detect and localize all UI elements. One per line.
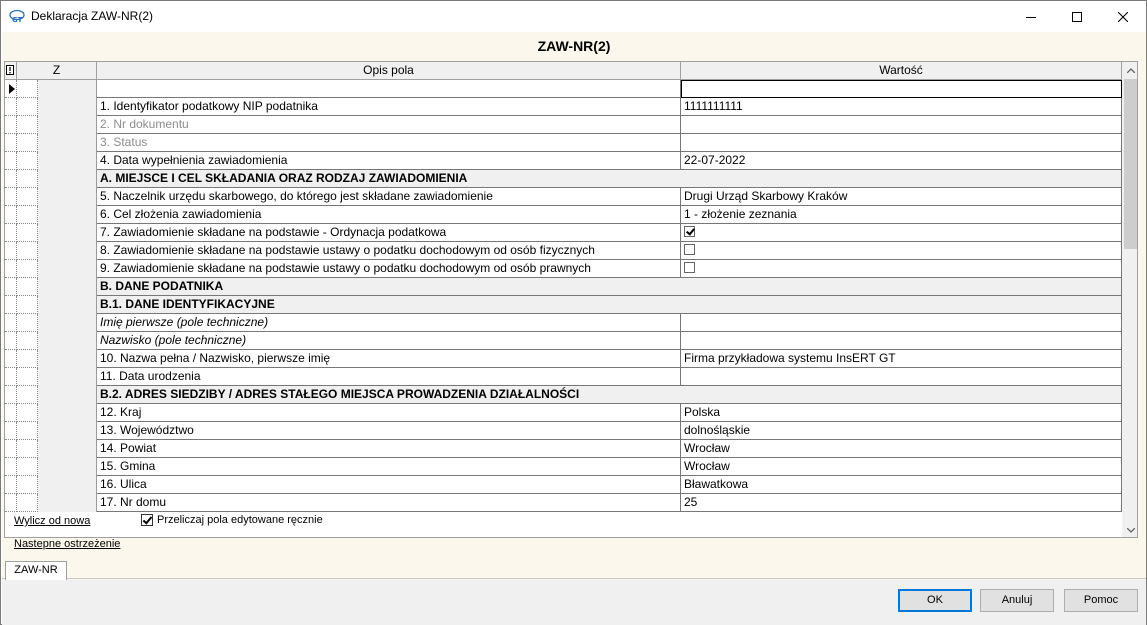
row-z-cell[interactable] (17, 116, 38, 134)
table-row[interactable] (5, 98, 1122, 116)
row-gray-cell (38, 350, 97, 368)
field-description: Imię pierwsze (pole techniczne) (97, 314, 681, 332)
field-value[interactable]: Firma przykładowa systemu InsERT GT (681, 350, 1122, 368)
row-z-cell[interactable] (17, 224, 38, 242)
row-gray-cell (38, 332, 97, 350)
row-gray-cell (38, 188, 97, 206)
table-row[interactable] (5, 476, 1122, 494)
recalc-manual-checkbox[interactable] (141, 514, 153, 526)
row-z-cell[interactable] (17, 278, 38, 296)
cancel-button[interactable]: Anuluj (980, 589, 1054, 612)
field-value[interactable]: Drugi Urząd Skarbowy Kraków (681, 188, 1122, 206)
next-warning-link[interactable]: Nastepne ostrzeżenie (14, 538, 121, 550)
row-gray-cell (38, 152, 97, 170)
close-button[interactable] (1100, 1, 1146, 32)
maximize-button[interactable] (1054, 1, 1100, 32)
field-description: 7. Zawiadomienie składane na podstawie - Ordynacja podatkowa (97, 224, 681, 242)
row-indicator[interactable] (5, 170, 17, 188)
table-row[interactable] (5, 188, 1122, 206)
row-indicator[interactable] (5, 368, 17, 386)
row-gray-cell (38, 278, 97, 296)
vertical-scrollbar[interactable] (1122, 62, 1138, 538)
field-description: 13. Województwo (97, 422, 681, 440)
table-row[interactable] (5, 152, 1122, 170)
field-description: 12. Kraj (97, 404, 681, 422)
section-title: B. DANE PODATNIKA (97, 278, 1122, 296)
row-gray-cell (38, 206, 97, 224)
row-z-cell[interactable] (17, 422, 38, 440)
field-value[interactable]: Wrocław (681, 458, 1122, 476)
row-z-cell[interactable] (17, 242, 38, 260)
grid-header-value[interactable]: Wartość (681, 62, 1122, 80)
table-row[interactable] (5, 224, 1122, 242)
row-indicator[interactable] (5, 224, 17, 242)
field-value[interactable]: 1111111111 (681, 98, 1122, 116)
row-indicator[interactable] (5, 440, 17, 458)
row-value-cell[interactable] (681, 80, 1122, 98)
field-description: 8. Zawiadomienie składane na podstawie ustawy o podatku dochodowym od osób fizycznych (97, 242, 681, 260)
table-row[interactable] (5, 134, 1122, 152)
field-description: 15. Gmina (97, 458, 681, 476)
row-gray-cell (38, 260, 97, 278)
row-indicator[interactable] (5, 152, 17, 170)
field-checkbox[interactable] (684, 244, 695, 255)
table-row[interactable] (5, 422, 1122, 440)
app-logo-icon (9, 9, 25, 23)
field-value[interactable] (681, 314, 1122, 332)
grid-header-flag[interactable] (5, 62, 17, 80)
svg-text:GT: GT (12, 16, 23, 23)
row-z-cell[interactable] (17, 368, 38, 386)
table-row[interactable] (5, 206, 1122, 224)
row-z-cell[interactable] (17, 152, 38, 170)
tab-zaw-nr[interactable]: ZAW-NR (5, 561, 67, 580)
row-gray-cell (38, 170, 97, 188)
field-description: 14. Powiat (97, 440, 681, 458)
recalculate-link[interactable]: Wylicz od nowa (14, 515, 91, 527)
title-bar[interactable] (1, 1, 1146, 32)
row-z-cell[interactable] (17, 494, 38, 512)
field-value[interactable] (681, 134, 1122, 152)
row-gray-cell (38, 494, 97, 512)
chevron-down-icon (1127, 528, 1135, 533)
minimize-icon (1026, 12, 1036, 22)
row-z-cell[interactable] (17, 98, 38, 116)
row-indicator[interactable] (5, 476, 17, 494)
button-bar (2, 580, 1146, 625)
row-gray-cell (38, 476, 97, 494)
table-row[interactable] (5, 350, 1122, 368)
minimize-button[interactable] (1008, 1, 1054, 32)
row-z-cell[interactable] (17, 404, 38, 422)
row-gray-cell (38, 296, 97, 314)
row-indicator[interactable] (5, 242, 17, 260)
row-indicator[interactable] (5, 332, 17, 350)
field-description: 5. Naczelnik urzędu skarbowego, do którego jest składane zawiadomienie (97, 188, 681, 206)
row-indicator[interactable] (5, 116, 17, 134)
declaration-grid[interactable] (4, 61, 1138, 538)
window-title: Deklaracja ZAW-NR(2) (31, 9, 154, 23)
field-value[interactable]: 1 - złożenie zeznania (681, 206, 1122, 224)
row-gray-cell (38, 458, 97, 476)
section-header-row[interactable] (5, 278, 1122, 296)
row-indicator[interactable] (5, 260, 17, 278)
form-title: ZAW-NR(2) (537, 38, 611, 54)
row-z-cell[interactable] (17, 188, 38, 206)
field-description: 10. Nazwa pełna / Nazwisko, pierwsze imię (97, 350, 681, 368)
row-indicator[interactable] (5, 422, 17, 440)
row-z-cell[interactable] (17, 440, 38, 458)
field-description: 2. Nr dokumentu (97, 116, 681, 134)
row-indicator[interactable] (5, 80, 17, 98)
section-title: B.2. ADRES SIEDZIBY / ADRES STAŁEGO MIEJSCA PROWADZENIA DZIAŁALNOŚCI (97, 386, 1122, 404)
row-gray-cell (38, 422, 97, 440)
row-gray-cell (38, 440, 97, 458)
field-description: 11. Data urodzenia (97, 368, 681, 386)
table-row[interactable] (5, 458, 1122, 476)
row-indicator[interactable] (5, 494, 17, 512)
row-z-cell[interactable] (17, 260, 38, 278)
row-z-cell[interactable] (17, 296, 38, 314)
row-indicator[interactable] (5, 188, 17, 206)
close-icon (1118, 12, 1128, 22)
row-z-cell[interactable] (17, 206, 38, 224)
table-row[interactable] (5, 404, 1122, 422)
field-description: 6. Cel złożenia zawiadomienia (97, 206, 681, 224)
row-z-cell[interactable] (17, 476, 38, 494)
row-indicator[interactable] (5, 350, 17, 368)
field-description: 16. Ulica (97, 476, 681, 494)
table-row[interactable] (5, 242, 1122, 260)
row-indicator[interactable] (5, 134, 17, 152)
ok-button[interactable]: OK (898, 589, 972, 612)
field-description: 9. Zawiadomienie składane na podstawie ustawy o podatku dochodowym od osób prawnych (97, 260, 681, 278)
field-description: Nazwisko (pole techniczne) (97, 332, 681, 350)
grid-header-desc[interactable]: Opis pola (97, 62, 681, 80)
field-value[interactable] (681, 368, 1122, 386)
row-gray-cell (38, 98, 97, 116)
scroll-thumb[interactable] (1124, 79, 1137, 249)
section-header-row[interactable] (5, 386, 1122, 404)
row-indicator[interactable] (5, 404, 17, 422)
row-indicator[interactable] (5, 98, 17, 116)
row-gray-cell (38, 134, 97, 152)
row-indicator[interactable] (5, 296, 17, 314)
field-value[interactable]: 22-07-2022 (681, 152, 1122, 170)
row-gray-cell (38, 80, 97, 98)
field-checkbox[interactable] (684, 226, 695, 237)
table-row[interactable] (5, 332, 1122, 350)
field-value[interactable]: Bławatkowa (681, 476, 1122, 494)
maximize-icon (1072, 12, 1082, 22)
field-value[interactable]: dolnośląskie (681, 422, 1122, 440)
row-indicator[interactable] (5, 314, 17, 332)
row-gray-cell (38, 386, 97, 404)
field-checkbox[interactable] (684, 262, 695, 273)
row-z-cell[interactable] (17, 314, 38, 332)
section-header-row[interactable] (5, 170, 1122, 188)
table-row[interactable] (5, 314, 1122, 332)
row-z-cell[interactable] (17, 80, 38, 98)
field-value[interactable]: 25 (681, 494, 1122, 512)
grid-header-z[interactable]: Z (17, 62, 97, 80)
help-button[interactable]: Pomoc (1064, 589, 1138, 612)
table-row[interactable] (5, 440, 1122, 458)
row-indicator[interactable] (5, 206, 17, 224)
section-title: B.1. DANE IDENTYFIKACYJNE (97, 296, 1122, 314)
section-title: A. MIEJSCE I CEL SKŁADANIA ORAZ RODZAJ ZAWIADOMIENIA (97, 170, 1122, 188)
scroll-up-button[interactable] (1122, 62, 1138, 79)
row-gray-cell (38, 224, 97, 242)
row-z-cell[interactable] (17, 332, 38, 350)
field-value-checkbox-cell[interactable] (681, 224, 1122, 242)
table-row[interactable] (5, 368, 1122, 386)
row-indicator[interactable] (5, 386, 17, 404)
warning-flag-icon (6, 65, 14, 75)
field-value-checkbox-cell[interactable] (681, 260, 1122, 278)
row-z-cell[interactable] (17, 350, 38, 368)
field-value-checkbox-cell[interactable] (681, 242, 1122, 260)
field-value[interactable] (681, 116, 1122, 134)
row-gray-cell (38, 242, 97, 260)
row-gray-cell (38, 368, 97, 386)
field-description: 4. Data wypełnienia zawiadomienia (97, 152, 681, 170)
scroll-down-button[interactable] (1122, 522, 1138, 538)
row-indicator[interactable] (5, 278, 17, 296)
field-value[interactable]: Wrocław (681, 440, 1122, 458)
field-value[interactable] (681, 332, 1122, 350)
recalc-manual-option[interactable] (141, 514, 323, 526)
row-indicator[interactable] (5, 458, 17, 476)
table-row[interactable] (5, 116, 1122, 134)
dialog-client-area (2, 32, 1146, 625)
current-row[interactable] (5, 80, 1122, 98)
field-description: 17. Nr domu (97, 494, 681, 512)
field-description: 1. Identyfikator podatkowy NIP podatnika (97, 98, 681, 116)
row-desc-cell (97, 80, 681, 98)
row-z-cell[interactable] (17, 386, 38, 404)
row-z-cell[interactable] (17, 458, 38, 476)
tab-strip (2, 561, 1146, 579)
row-z-cell[interactable] (17, 134, 38, 152)
row-gray-cell (38, 314, 97, 332)
field-description: 3. Status (97, 134, 681, 152)
table-row[interactable] (5, 260, 1122, 278)
section-header-row[interactable] (5, 296, 1122, 314)
row-z-cell[interactable] (17, 170, 38, 188)
field-value[interactable]: Polska (681, 404, 1122, 422)
row-gray-cell (38, 116, 97, 134)
row-pointer-icon (9, 84, 15, 94)
chevron-up-icon (1127, 68, 1135, 73)
table-row[interactable] (5, 494, 1122, 512)
row-gray-cell (38, 404, 97, 422)
recalc-manual-label: Przeliczaj pola edytowane ręcznie (157, 514, 323, 526)
